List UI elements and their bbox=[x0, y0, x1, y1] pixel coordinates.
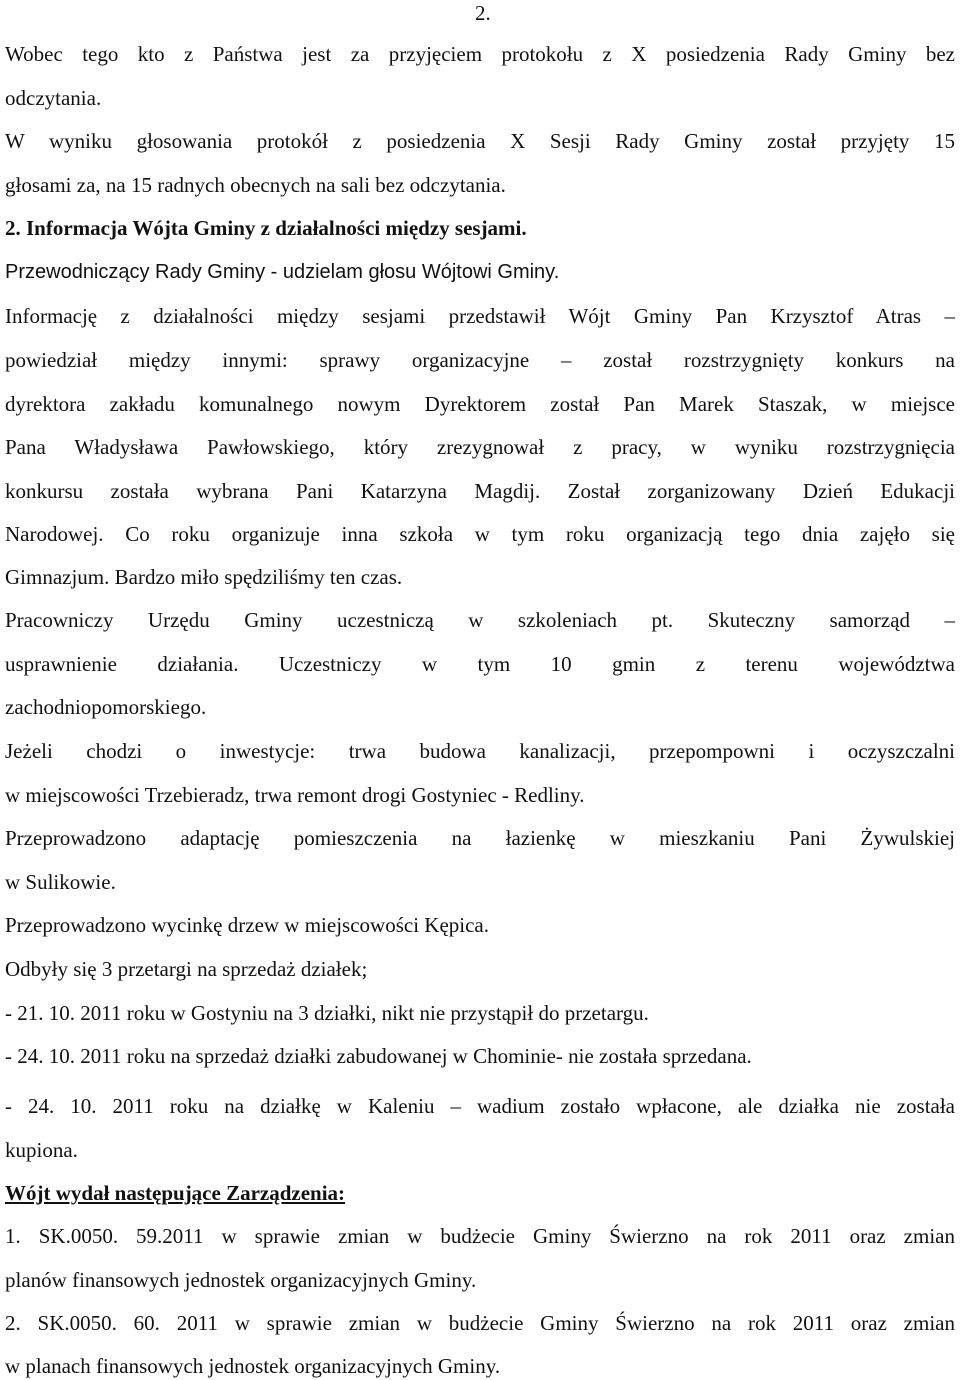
list-item: - 24. 10. 2011 roku na działkę w Kaleniu – wadium zostało wpłacone, ale działka nie została bbox=[5, 1094, 955, 1118]
text-line: głosami za, na 15 radnych obecnych na sali bez odczytania. bbox=[5, 173, 506, 197]
list-item: - 24. 10. 2011 roku na sprzedaż działki zabudowanej w Chominie- nie została sprzedana. bbox=[5, 1044, 752, 1068]
page-number: 2. bbox=[475, 1, 491, 25]
text-line: Wobec tego kto z Państwa jest za przyjęciem protokołu z X posiedzenia Rady Gminy bez bbox=[5, 42, 955, 66]
text-line: dyrektora zakładu komunalnego nowym Dyrektorem został Pan Marek Staszak, w miejsce bbox=[5, 392, 955, 416]
text-line: W wyniku głosowania protokół z posiedzenia X Sesji Rady Gminy został przyjęty 15 bbox=[5, 129, 955, 153]
text-line: Narodowej. Co roku organizuje inna szkoła w tym roku organizacją tego dnia zajęło się bbox=[5, 522, 955, 546]
text-line: Gimnazjum. Bardzo miło spędziliśmy ten czas. bbox=[5, 565, 403, 589]
text-line: planów finansowych jednostek organizacyjnych Gminy. bbox=[5, 1268, 477, 1292]
section-heading: Wójt wydał następujące Zarządzenia: bbox=[5, 1181, 346, 1205]
text-line: Jeżeli chodzi o inwestycje: trwa budowa kanalizacji, przepompowni i oczyszczalni bbox=[5, 739, 955, 763]
text-line: zachodniopomorskiego. bbox=[5, 695, 207, 719]
text-line: Przewodniczący Rady Gminy - udzielam głosu Wójtowi Gminy. bbox=[5, 261, 560, 283]
text-line: Informację z działalności między sesjami przedstawił Wójt Gminy Pan Krzysztof Atras – bbox=[5, 304, 955, 328]
list-item: 1. SK.0050. 59.2011 w sprawie zmian w budżecie Gminy Świerzno na rok 2011 oraz zmian bbox=[5, 1224, 955, 1248]
text-line: w miejscowości Trzebieradz, trwa remont drogi Gostyniec - Redliny. bbox=[5, 783, 585, 807]
list-item: - 21. 10. 2011 roku w Gostyniu na 3 działki, nikt nie przystąpił do przetargu. bbox=[5, 1001, 649, 1025]
text-line: konkursu została wybrana Pani Katarzyna Magdij. Został zorganizowany Dzień Edukacji bbox=[5, 479, 955, 503]
text-line: Odbyły się 3 przetargi na sprzedaż działek; bbox=[5, 957, 368, 981]
text-line: w Sulikowie. bbox=[5, 870, 116, 894]
text-line: Przeprowadzono wycinkę drzew w miejscowości Kępica. bbox=[5, 913, 489, 937]
text-line: kupiona. bbox=[5, 1138, 78, 1162]
text-line: Pracowniczy Urzędu Gminy uczestniczą w szkoleniach pt. Skuteczny samorząd – bbox=[5, 608, 955, 632]
list-item: 2. SK.0050. 60. 2011 w sprawie zmian w budżecie Gminy Świerzno na rok 2011 oraz zmian bbox=[5, 1311, 955, 1335]
text-line: powiedział między innymi: sprawy organizacyjne – został rozstrzygnięty konkurs na bbox=[5, 348, 955, 372]
text-line: Pana Władysława Pawłowskiego, który zrezygnował z pracy, w wyniku rozstrzygnięcia bbox=[5, 435, 955, 459]
text-line: Przeprowadzono adaptację pomieszczenia na łazienkę w mieszkaniu Pani Żywulskiej bbox=[5, 826, 955, 850]
text-line: odczytania. bbox=[5, 86, 102, 110]
section-heading: 2. Informacja Wójta Gminy z działalności między sesjami. bbox=[5, 216, 527, 240]
text-line: w planach finansowych jednostek organizacyjnych Gminy. bbox=[5, 1354, 501, 1378]
text-line: usprawnienie działania. Uczestniczy w tym 10 gmin z terenu województwa bbox=[5, 652, 955, 676]
